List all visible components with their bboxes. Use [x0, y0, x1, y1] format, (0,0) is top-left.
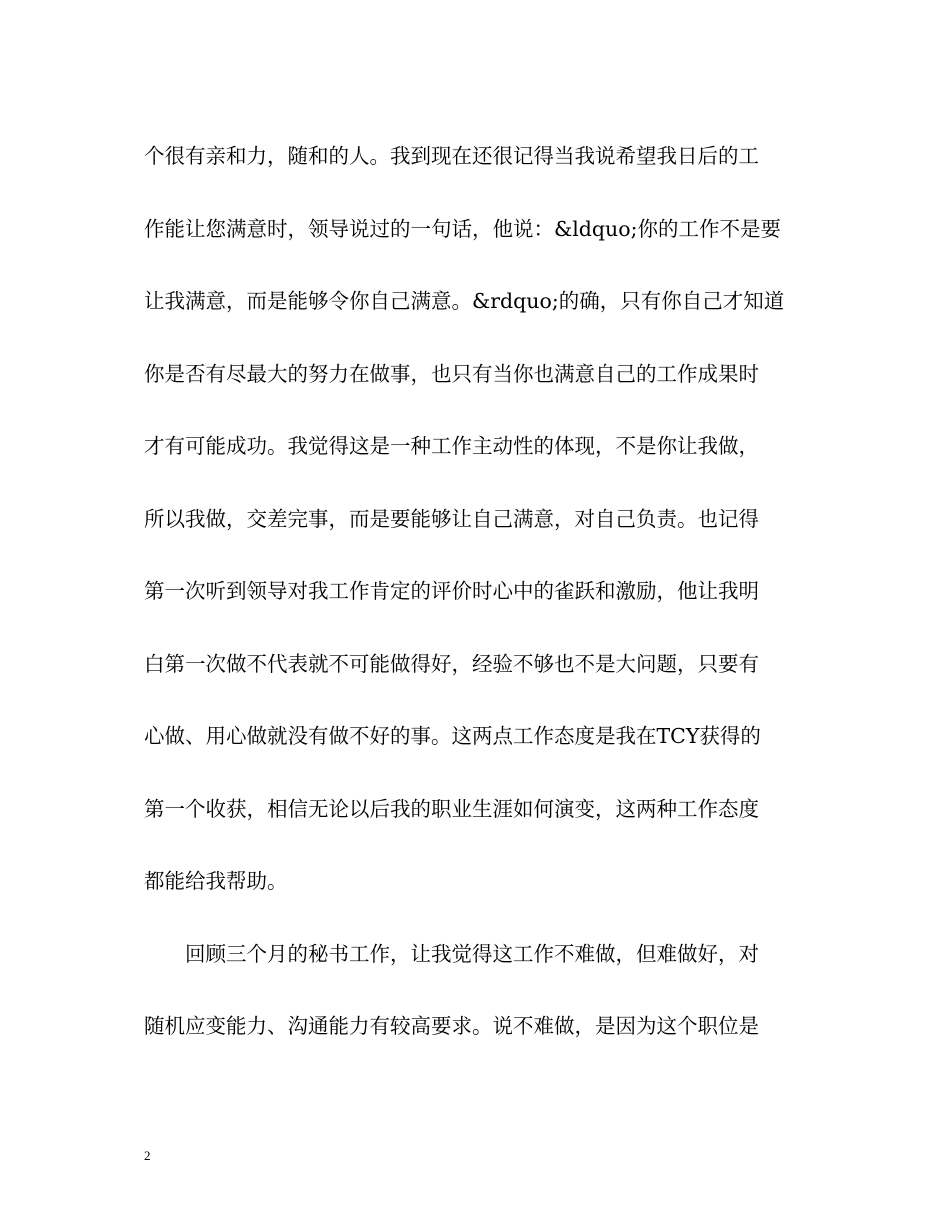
- text-line: 让我满意，而是能够令你自己满意。&rdquo;的确，只有你自己才知道: [144, 289, 785, 313]
- text-line: 才有可能成功。我觉得这是一种工作主动性的体现，不是你让我做，: [144, 434, 759, 458]
- page-number: 2: [144, 1148, 151, 1163]
- text-line: 个很有亲和力，随和的人。我到现在还很记得当我说希望我日后的工: [144, 144, 759, 168]
- text-line: 所以我做，交差完事，而是要能够让自己满意，对自己负责。也记得: [144, 506, 759, 531]
- body-text: [144, 136, 814, 1079]
- text-line: 心做、用心做就没有做不好的事。这两点工作态度是我在TCY获得的: [144, 724, 761, 748]
- paragraph-start-line: 回顾三个月的秘书工作，让我觉得这工作不难做，但难做好，对: [185, 941, 759, 966]
- text-line: 作能让您满意时，领导说过的一句话，他说：&ldquo;你的工作不是要: [144, 216, 781, 241]
- text-line: 白第一次做不代表就不可能做得好，经验不够也不是大问题，只要有: [144, 651, 759, 676]
- text-line: 随机应变能力、沟通能力有较高要求。说不难做，是因为这个职位是: [144, 1014, 759, 1038]
- text-line: 你是否有尽最大的努力在做事，也只有当你也满意自己的工作成果时: [144, 361, 759, 386]
- text-line: 第一次听到领导对我工作肯定的评价时心中的雀跃和激励，他让我明: [144, 579, 759, 603]
- text-line: 第一个收获，相信无论以后我的职业生涯如何演变，这两种工作态度: [144, 796, 759, 821]
- text-line: 都能给我帮助。: [144, 869, 288, 893]
